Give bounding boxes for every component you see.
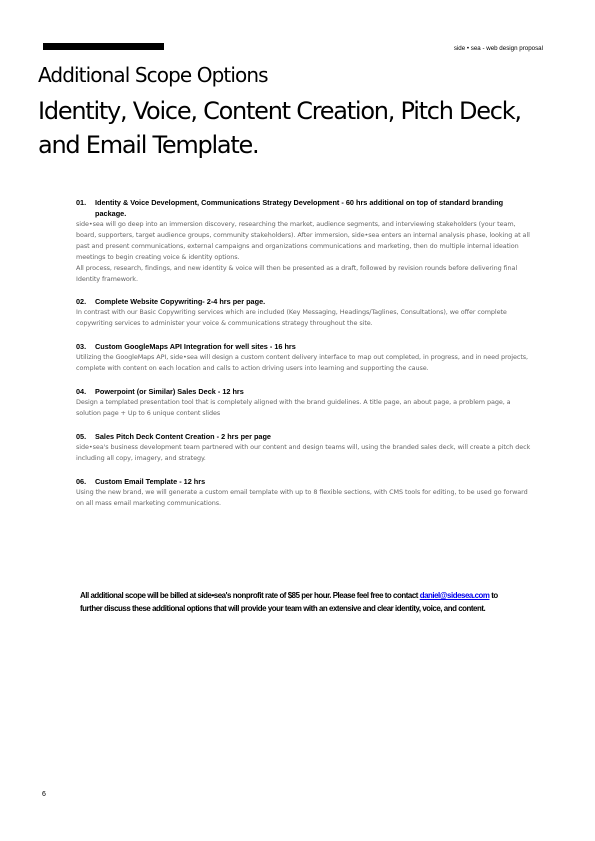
list-item (76, 296, 532, 329)
item-title: Complete Website Copywriting- 2-4 hrs per page. (95, 297, 266, 307)
item-title: Custom Email Template - 12 hrs (95, 476, 206, 486)
item-description: All process, research, findings, and new identity & voice will then be presented as a draft, followed by revision rounds before delivering final Identity framework. (76, 263, 518, 283)
item-number: 04. (76, 387, 87, 397)
page-title: Identity, Voice, Content Creation, Pitch Deck, and Email Template. (38, 97, 521, 159)
item-description: In contrast with our Basic Copywriting services which are included (Key Messaging, Headings/Taglines, Consultations), we offer complete copywriting services to administer your voice & communications strategy throughout the site. (76, 308, 507, 328)
item-number: 05. (76, 431, 87, 441)
item-title: Sales Pitch Deck Content Creation - 2 hrs per page (95, 431, 271, 441)
list-item (76, 197, 532, 284)
page-number: 6 (42, 791, 46, 798)
list-item (76, 431, 532, 464)
item-number: 03. (76, 342, 87, 352)
list-item (76, 476, 532, 509)
header-rule (43, 43, 164, 50)
item-description: Using the new brand, we will generate a custom email template with up to 8 flexible sections, with CMS tools for editing, to be used go forward on all mass email marketing communications. (76, 487, 528, 507)
billing-note-text-end: to further discuss these additional options that will provide your team with an extensive and clear identity, voice, and content. (80, 591, 498, 613)
item-title: Custom GoogleMaps API Integration for well sites - 16 hrs (95, 342, 296, 352)
list-item (76, 386, 532, 419)
contact-email-link[interactable]: daniel@sidesea.com (419, 591, 490, 600)
item-title: Powerpoint (or Similar) Sales Deck - 12 hrs (95, 387, 244, 397)
page-subtitle: Additional Scope Options (38, 63, 268, 87)
billing-note-text: All additional scope will be billed at side•sea's nonprofit rate of $85 per hour. Please feel free to contact (80, 591, 420, 600)
item-description: Utilizing the GoogleMaps API, side•sea will design a custom content delivery interface to map out completed, in progress, and in need projects, complete with content on each location and calls to action driving users into learning and supporting the cause. (76, 353, 529, 373)
item-number: 02. (76, 297, 87, 307)
scope-options-list (76, 197, 532, 521)
item-description: Design a templated presentation tool that is completely aligned with the brand guidelines. A title page, an about page, a problem page, a solution page + Up to 6 unique content slides (76, 398, 511, 417)
item-number: 01. (76, 198, 87, 207)
list-item (76, 341, 532, 374)
item-description: side•sea's business development team partnered with our content and design teams will, using the branded sales deck, will create a pitch deck including all copy, imagery, and strategy. (76, 442, 531, 462)
billing-note (80, 589, 520, 615)
item-title: Identity & Voice Development, Communications Strategy Development - 60 hrs additional on top of standard branding package. (95, 198, 504, 218)
header-label: side • sea - web design proposal (453, 45, 543, 52)
item-number: 06. (76, 476, 87, 486)
item-description: side•sea will go deep into an immersion discovery, researching the market, audience segments, and interviewing stakeholders (your team, board, supporters, target audience groups, community stakeholders). After immersion, side•sea enters an internal analysis phase, looking at all past and present communications, external campaigns and organizations communications and marketing, then do multiple internal ideation meetings to begin creating voice & identity options. (76, 220, 530, 261)
